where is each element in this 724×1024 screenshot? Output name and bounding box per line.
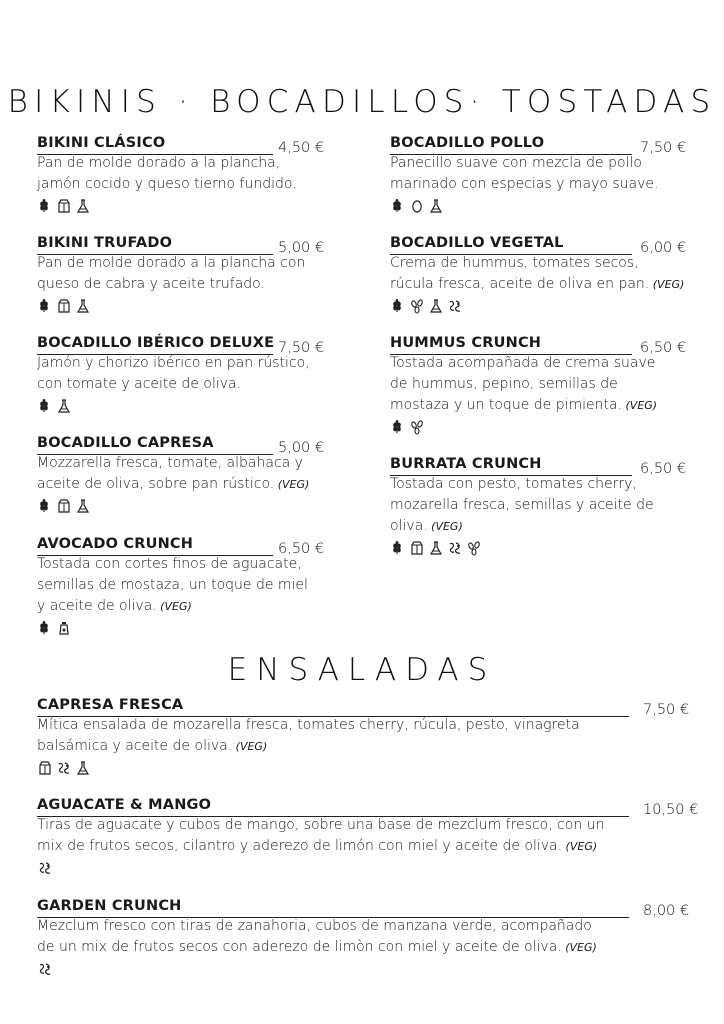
allergen-flask-icon bbox=[428, 298, 444, 314]
milk-icon bbox=[56, 298, 72, 314]
description-text: Pan de molde dorado a la plancha con bbox=[37, 255, 306, 271]
item-name: GARDEN CRUNCH bbox=[37, 898, 182, 914]
description-text: Mítica ensalada de mozarella fresca, tomates cherry, rúcula, pesto, vinagreta bbox=[37, 717, 580, 733]
description-line bbox=[37, 815, 604, 836]
description-line bbox=[390, 274, 684, 295]
item-price: 5,00 € bbox=[278, 240, 325, 256]
allergen-icons bbox=[390, 419, 425, 435]
description-text: marinado con especias y mayo suave. bbox=[390, 176, 659, 192]
menu-item bbox=[390, 135, 700, 225]
menu-item bbox=[37, 797, 703, 887]
description-text: balsámica y aceite de oliva. bbox=[37, 738, 233, 754]
allergen-icons bbox=[37, 620, 72, 636]
menu-item bbox=[37, 435, 338, 525]
allergen-flask-icon bbox=[75, 298, 91, 314]
veg-tag: (VEG) bbox=[649, 278, 685, 291]
description-text: oliva. bbox=[390, 518, 428, 534]
description-line bbox=[37, 715, 580, 736]
description-text: Crema de hummus, tomates secos, bbox=[390, 255, 639, 271]
menu-item bbox=[390, 335, 700, 425]
description-text: y aceite de oliva. bbox=[37, 598, 157, 614]
gluten-icon bbox=[390, 419, 406, 435]
description-line bbox=[390, 253, 684, 274]
menu-item bbox=[37, 898, 703, 988]
description-line bbox=[37, 937, 597, 958]
description-line bbox=[390, 395, 657, 416]
allergen-icons bbox=[37, 760, 91, 776]
description-line bbox=[390, 495, 654, 516]
description-line bbox=[37, 353, 310, 374]
item-name: AGUACATE & MANGO bbox=[37, 797, 212, 813]
description-text: aceite de oliva, sobre pan rústico. bbox=[37, 476, 275, 492]
allergen-icons bbox=[390, 540, 482, 556]
allergen-icons bbox=[37, 961, 53, 977]
description-line bbox=[37, 836, 604, 857]
menu-item bbox=[37, 135, 338, 225]
menu-item bbox=[390, 235, 700, 325]
description-line bbox=[37, 153, 297, 174]
description-text: rúcula fresca, aceite de oliva en pan. bbox=[390, 276, 650, 292]
item-price: 5,00 € bbox=[278, 440, 325, 456]
description-line bbox=[390, 153, 658, 174]
item-description bbox=[37, 353, 310, 395]
item-price: 6,50 € bbox=[640, 340, 687, 356]
gluten-icon bbox=[37, 620, 53, 636]
veg-tag: (VEG) bbox=[156, 600, 192, 613]
menu-item bbox=[390, 456, 700, 546]
item-price: 10,50 € bbox=[643, 802, 699, 818]
milk-icon bbox=[56, 498, 72, 514]
item-name: BIKINI TRUFADO bbox=[37, 235, 173, 251]
description-text: Mozzarella fresca, tomate, albahaca y bbox=[37, 455, 303, 471]
description-text: Jamón y chorizo ibérico en pan rústico, bbox=[37, 355, 310, 371]
sesame-icon bbox=[409, 298, 425, 314]
milk-icon bbox=[409, 540, 425, 556]
description-text: mix de frutos secos, cilantro y aderezo de limón con miel y aceite de oliva. bbox=[37, 838, 563, 854]
description-text: de un mix de frutos secos con aderezo de limòn con miel y aceite de oliva. bbox=[37, 939, 562, 955]
allergen-flask-icon bbox=[75, 498, 91, 514]
description-line bbox=[37, 736, 580, 757]
item-price: 6,00 € bbox=[640, 240, 687, 256]
allergen-icons bbox=[390, 198, 444, 214]
section-title-bocadillos: BIKINIS · BOCADILLOS· TOSTADAS bbox=[7, 84, 717, 120]
description-line bbox=[390, 353, 657, 374]
veg-tag: (VEG) bbox=[427, 520, 463, 533]
description-line bbox=[37, 453, 309, 474]
item-description bbox=[390, 474, 654, 537]
nuts-icon bbox=[37, 961, 53, 977]
description-text: Mezclum fresco con tiras de zanahoria, cubos de manzana verde, acompañado bbox=[37, 918, 592, 934]
gluten-icon bbox=[37, 498, 53, 514]
allergen-icons bbox=[37, 498, 91, 514]
allergen-icons bbox=[37, 198, 91, 214]
veg-tag: (VEG) bbox=[274, 478, 310, 491]
gluten-icon bbox=[390, 298, 406, 314]
description-text: Tostada acompañada de crema suave bbox=[390, 355, 656, 371]
allergen-icons bbox=[390, 298, 463, 314]
nuts-icon bbox=[37, 860, 53, 876]
milk-icon bbox=[56, 198, 72, 214]
item-price: 4,50 € bbox=[278, 140, 325, 156]
nuts-icon bbox=[447, 540, 463, 556]
description-text: jamón cocido y queso tierno fundido. bbox=[37, 176, 297, 192]
menu-item bbox=[37, 536, 338, 626]
gluten-icon bbox=[390, 198, 406, 214]
item-description bbox=[390, 353, 657, 416]
allergen-icons bbox=[37, 398, 72, 414]
item-description bbox=[390, 253, 684, 295]
description-text: de hummus, pepino, semillas de bbox=[390, 376, 618, 392]
description-line bbox=[37, 575, 308, 596]
description-text: queso de cabra y aceite trufado. bbox=[37, 276, 265, 292]
item-name: AVOCADO CRUNCH bbox=[37, 536, 194, 552]
allergen-flask-icon bbox=[428, 198, 444, 214]
item-description bbox=[37, 253, 305, 295]
item-price: 6,50 € bbox=[278, 541, 325, 557]
gluten-icon bbox=[37, 198, 53, 214]
description-text: Pan de molde dorado a la plancha, bbox=[37, 155, 281, 171]
description-line bbox=[390, 174, 658, 195]
allergen-icons bbox=[37, 298, 91, 314]
item-name: BOCADILLO IBÉRICO DELUXE bbox=[37, 335, 275, 351]
item-name: BOCADILLO POLLO bbox=[390, 135, 545, 151]
veg-tag: (VEG) bbox=[622, 399, 658, 412]
milk-icon bbox=[37, 760, 53, 776]
item-name: HUMMUS CRUNCH bbox=[390, 335, 542, 351]
section-title-ensaladas: ENSALADAS bbox=[227, 652, 497, 688]
item-description bbox=[37, 916, 597, 958]
item-name: BOCADILLO VEGETAL bbox=[390, 235, 564, 251]
item-name: BOCADILLO CAPRESA bbox=[37, 435, 214, 451]
item-description bbox=[37, 815, 604, 857]
description-line bbox=[37, 916, 597, 937]
allergen-flask-icon bbox=[56, 398, 72, 414]
veg-tag: (VEG) bbox=[561, 941, 597, 954]
description-text: Tostada con pesto, tomates cherry, bbox=[390, 476, 637, 492]
gluten-icon bbox=[37, 298, 53, 314]
description-line bbox=[390, 516, 654, 537]
item-description bbox=[37, 715, 580, 757]
item-description bbox=[37, 554, 308, 617]
item-name: CAPRESA FRESCA bbox=[37, 697, 184, 713]
veg-tag: (VEG) bbox=[232, 740, 268, 753]
description-line bbox=[37, 554, 308, 575]
item-name: BIKINI CLÁSICO bbox=[37, 135, 166, 151]
description-text: Panecillo suave con mezcla de pollo bbox=[390, 155, 642, 171]
description-line bbox=[37, 274, 305, 295]
item-price: 6,50 € bbox=[640, 461, 687, 477]
description-text: Tostada con cortes finos de aguacate, bbox=[37, 556, 302, 572]
description-line bbox=[37, 596, 308, 617]
allergen-flask-icon bbox=[75, 198, 91, 214]
mustard-icon bbox=[56, 620, 72, 636]
description-text: mozarella fresca, semillas y aceite de bbox=[390, 497, 654, 513]
egg-icon bbox=[409, 198, 425, 214]
allergen-flask-icon bbox=[75, 760, 91, 776]
menu-item bbox=[37, 335, 338, 425]
description-text: mostaza y un toque de pimienta. bbox=[390, 397, 623, 413]
item-price: 8,00 € bbox=[643, 903, 690, 919]
description-text: semillas de mostaza, un toque de miel bbox=[37, 577, 308, 593]
nuts-icon bbox=[447, 298, 463, 314]
sesame-icon bbox=[409, 419, 425, 435]
item-description bbox=[390, 153, 658, 195]
nuts-icon bbox=[56, 760, 72, 776]
description-line bbox=[390, 374, 657, 395]
menu-item bbox=[37, 697, 703, 787]
description-line bbox=[37, 474, 309, 495]
description-line bbox=[37, 174, 297, 195]
description-text: con tomate y aceite de oliva. bbox=[37, 376, 242, 392]
gluten-icon bbox=[390, 540, 406, 556]
item-price: 7,50 € bbox=[643, 702, 690, 718]
description-text: Tiras de aguacate y cubos de mango, sobre una base de mezclum fresco, con un bbox=[37, 817, 605, 833]
gluten-icon bbox=[37, 398, 53, 414]
menu-item bbox=[37, 235, 338, 325]
description-line bbox=[37, 253, 305, 274]
veg-tag: (VEG) bbox=[562, 840, 598, 853]
item-price: 7,50 € bbox=[278, 340, 325, 356]
item-description bbox=[37, 153, 297, 195]
item-name: BURRATA CRUNCH bbox=[390, 456, 542, 472]
allergen-icons bbox=[37, 860, 53, 876]
sesame-icon bbox=[466, 540, 482, 556]
item-price: 7,50 € bbox=[640, 140, 687, 156]
item-description bbox=[37, 453, 309, 495]
allergen-flask-icon bbox=[428, 540, 444, 556]
description-line bbox=[390, 474, 654, 495]
description-line bbox=[37, 374, 310, 395]
